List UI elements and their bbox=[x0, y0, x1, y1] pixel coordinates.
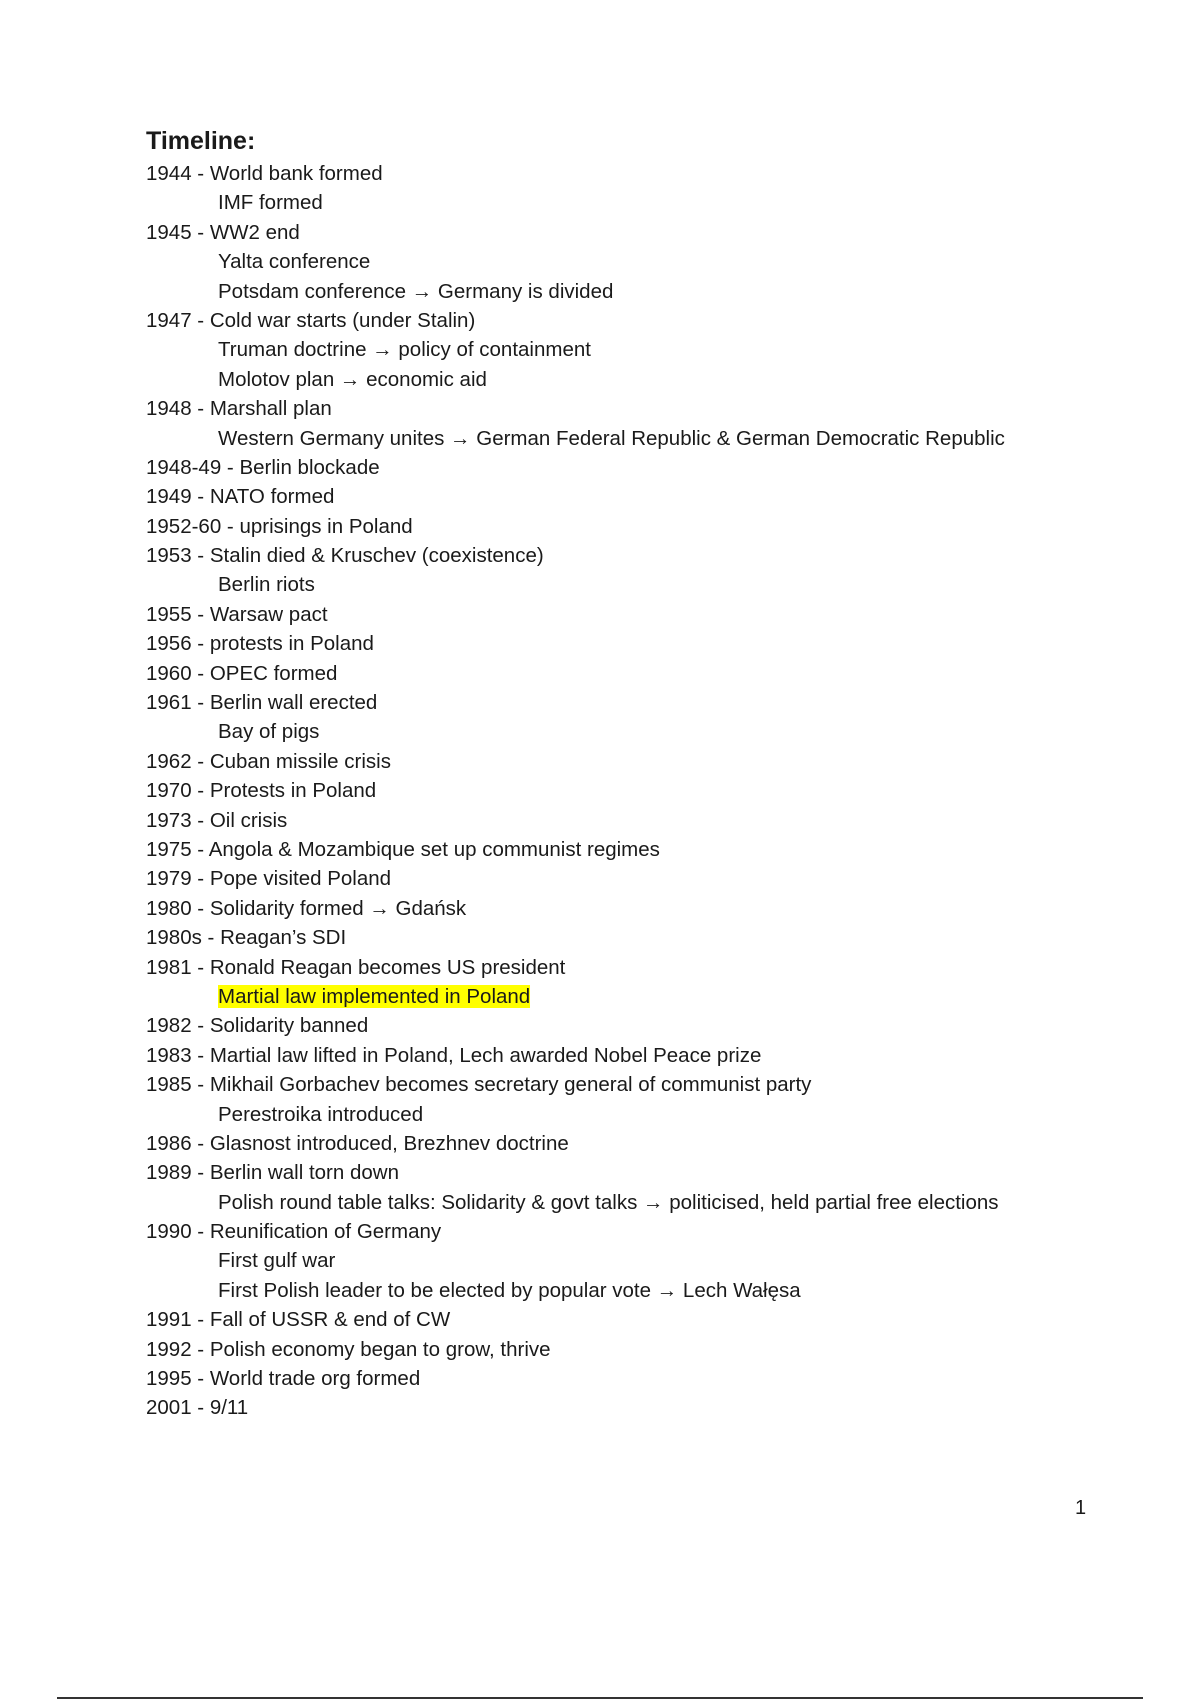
timeline-entry-text: 1948 - Marshall plan bbox=[146, 397, 332, 421]
timeline-entry-text: 1970 - Protests in Poland bbox=[146, 779, 377, 803]
timeline-entry-text: 1949 - NATO formed bbox=[146, 485, 335, 509]
timeline-sub-entry bbox=[146, 277, 1166, 306]
timeline-entry-text: 1980 - Solidarity formed → Gdańsk bbox=[146, 896, 467, 920]
timeline-entry bbox=[146, 1041, 1166, 1070]
timeline-entry-text: 1945 - WW2 end bbox=[146, 220, 300, 244]
timeline-entry bbox=[146, 659, 1166, 688]
timeline-entry bbox=[146, 688, 1166, 717]
timeline-entry bbox=[146, 1364, 1166, 1393]
timeline-entry bbox=[146, 747, 1166, 776]
timeline-entry-text: Yalta conference bbox=[218, 250, 371, 274]
timeline-entry-text: 1986 - Glasnost introduced, Brezhnev doctrine bbox=[146, 1131, 569, 1155]
timeline-entry bbox=[146, 482, 1166, 511]
timeline-entry bbox=[146, 1305, 1166, 1334]
timeline-entry bbox=[146, 629, 1166, 658]
timeline-entry bbox=[146, 923, 1166, 952]
timeline-entry bbox=[146, 394, 1166, 423]
timeline-entry bbox=[146, 600, 1166, 629]
timeline-entry bbox=[146, 953, 1166, 982]
timeline-list bbox=[146, 159, 1166, 1423]
timeline-sub-entry bbox=[146, 982, 1166, 1011]
timeline-entry bbox=[146, 1335, 1166, 1364]
timeline-entry-text: 1955 - Warsaw pact bbox=[146, 602, 328, 626]
timeline-entry-text: 1983 - Martial law lifted in Poland, Lech awarded Nobel Peace prize bbox=[146, 1043, 762, 1067]
page-number: 1 bbox=[1075, 1497, 1087, 1519]
timeline-sub-entry bbox=[146, 1100, 1166, 1129]
timeline-entry-text: Martial law implemented in Poland bbox=[218, 984, 531, 1008]
timeline-sub-entry bbox=[146, 717, 1166, 746]
timeline-entry bbox=[146, 1011, 1166, 1040]
timeline-entry-text: Bay of pigs bbox=[218, 720, 320, 744]
timeline-entry-text: 1982 - Solidarity banned bbox=[146, 1014, 369, 1038]
timeline-entry-text: 1952-60 - uprisings in Poland bbox=[146, 514, 413, 538]
timeline-entry bbox=[146, 806, 1166, 835]
timeline-entry-text: 1991 - Fall of USSR & end of CW bbox=[146, 1308, 451, 1332]
timeline-entry bbox=[146, 541, 1166, 570]
timeline-entry-text: Molotov plan → economic aid bbox=[218, 367, 487, 391]
timeline-entry bbox=[146, 864, 1166, 893]
timeline-entry-text: 1953 - Stalin died & Kruschev (coexistence) bbox=[146, 544, 544, 568]
timeline-entry-text: 1990 - Reunification of Germany bbox=[146, 1220, 442, 1244]
timeline-entry-text: 1981 - Ronald Reagan becomes US president bbox=[146, 955, 566, 979]
timeline-entry bbox=[146, 218, 1166, 247]
timeline-entry bbox=[146, 1070, 1166, 1099]
timeline-entry bbox=[146, 1393, 1166, 1422]
timeline-entry-text: First gulf war bbox=[218, 1249, 336, 1273]
timeline-entry-text: 1995 - World trade org formed bbox=[146, 1367, 421, 1391]
timeline-entry-text: 1985 - Mikhail Gorbachev becomes secretary general of communist party bbox=[146, 1073, 812, 1097]
timeline-entry bbox=[146, 306, 1166, 335]
timeline-entry-text: 1944 - World bank formed bbox=[146, 162, 383, 185]
timeline-sub-entry bbox=[146, 570, 1166, 599]
timeline-sub-entry bbox=[146, 335, 1166, 364]
timeline-entry bbox=[146, 1129, 1166, 1158]
timeline-entry bbox=[146, 835, 1166, 864]
timeline-sub-entry bbox=[146, 424, 1166, 453]
timeline-entry-text: Potsdam conference → Germany is divided bbox=[218, 279, 614, 303]
timeline-entry-text: First Polish leader to be elected by popular vote → Lech Wałęsa bbox=[218, 1278, 801, 1302]
timeline-entry-text: 1961 - Berlin wall erected bbox=[146, 691, 378, 715]
timeline-entry bbox=[146, 894, 1166, 923]
timeline-entry-text: 1962 - Cuban missile crisis bbox=[146, 749, 391, 773]
page-title: Timeline: bbox=[146, 127, 256, 155]
timeline-entry bbox=[146, 776, 1166, 805]
timeline-entry-text: 1980s - Reagan’s SDI bbox=[146, 926, 347, 950]
timeline-sub-entry bbox=[146, 247, 1166, 276]
timeline-entry-text: 1973 - Oil crisis bbox=[146, 808, 288, 832]
timeline-sub-entry bbox=[146, 365, 1166, 394]
timeline-entry-text: Truman doctrine → policy of containment bbox=[218, 338, 591, 362]
timeline-sub-entry bbox=[146, 1276, 1166, 1305]
timeline-entry-text: Polish round table talks: Solidarity & govt talks → politicised, held partial free elections bbox=[218, 1190, 999, 1214]
timeline-entry-text: 1979 - Pope visited Poland bbox=[146, 867, 392, 891]
timeline-entry-text: Berlin riots bbox=[218, 573, 315, 597]
timeline-sub-entry bbox=[146, 1246, 1166, 1275]
timeline-entry-text: 1975 - Angola & Mozambique set up communist regimes bbox=[146, 837, 660, 861]
timeline-sub-entry bbox=[146, 188, 1166, 217]
timeline-entry bbox=[146, 1217, 1166, 1246]
timeline-entry-text: 1947 - Cold war starts (under Stalin) bbox=[146, 308, 476, 332]
timeline-entry-text: 2001 - 9/11 bbox=[146, 1396, 249, 1420]
timeline-entry bbox=[146, 159, 1166, 188]
timeline-entry bbox=[146, 1158, 1166, 1187]
timeline-entry-text: 1989 - Berlin wall torn down bbox=[146, 1161, 399, 1185]
timeline-entry bbox=[146, 512, 1166, 541]
page-divider bbox=[57, 1697, 1143, 1699]
timeline-entry-text: 1992 - Polish economy began to grow, thrive bbox=[146, 1337, 551, 1361]
timeline-entry-text: 1960 - OPEC formed bbox=[146, 661, 338, 685]
timeline-entry-text: 1956 - protests in Poland bbox=[146, 632, 374, 656]
timeline-entry-text: 1948-49 - Berlin blockade bbox=[146, 455, 380, 479]
timeline-sub-entry bbox=[146, 1188, 1166, 1217]
timeline-entry bbox=[146, 453, 1166, 482]
timeline-entry-text: Western Germany unites → German Federal Republic & German Democratic Republic bbox=[218, 426, 1005, 450]
timeline-entry-text: IMF formed bbox=[218, 191, 323, 215]
timeline-entry-text: Perestroika introduced bbox=[218, 1102, 424, 1126]
